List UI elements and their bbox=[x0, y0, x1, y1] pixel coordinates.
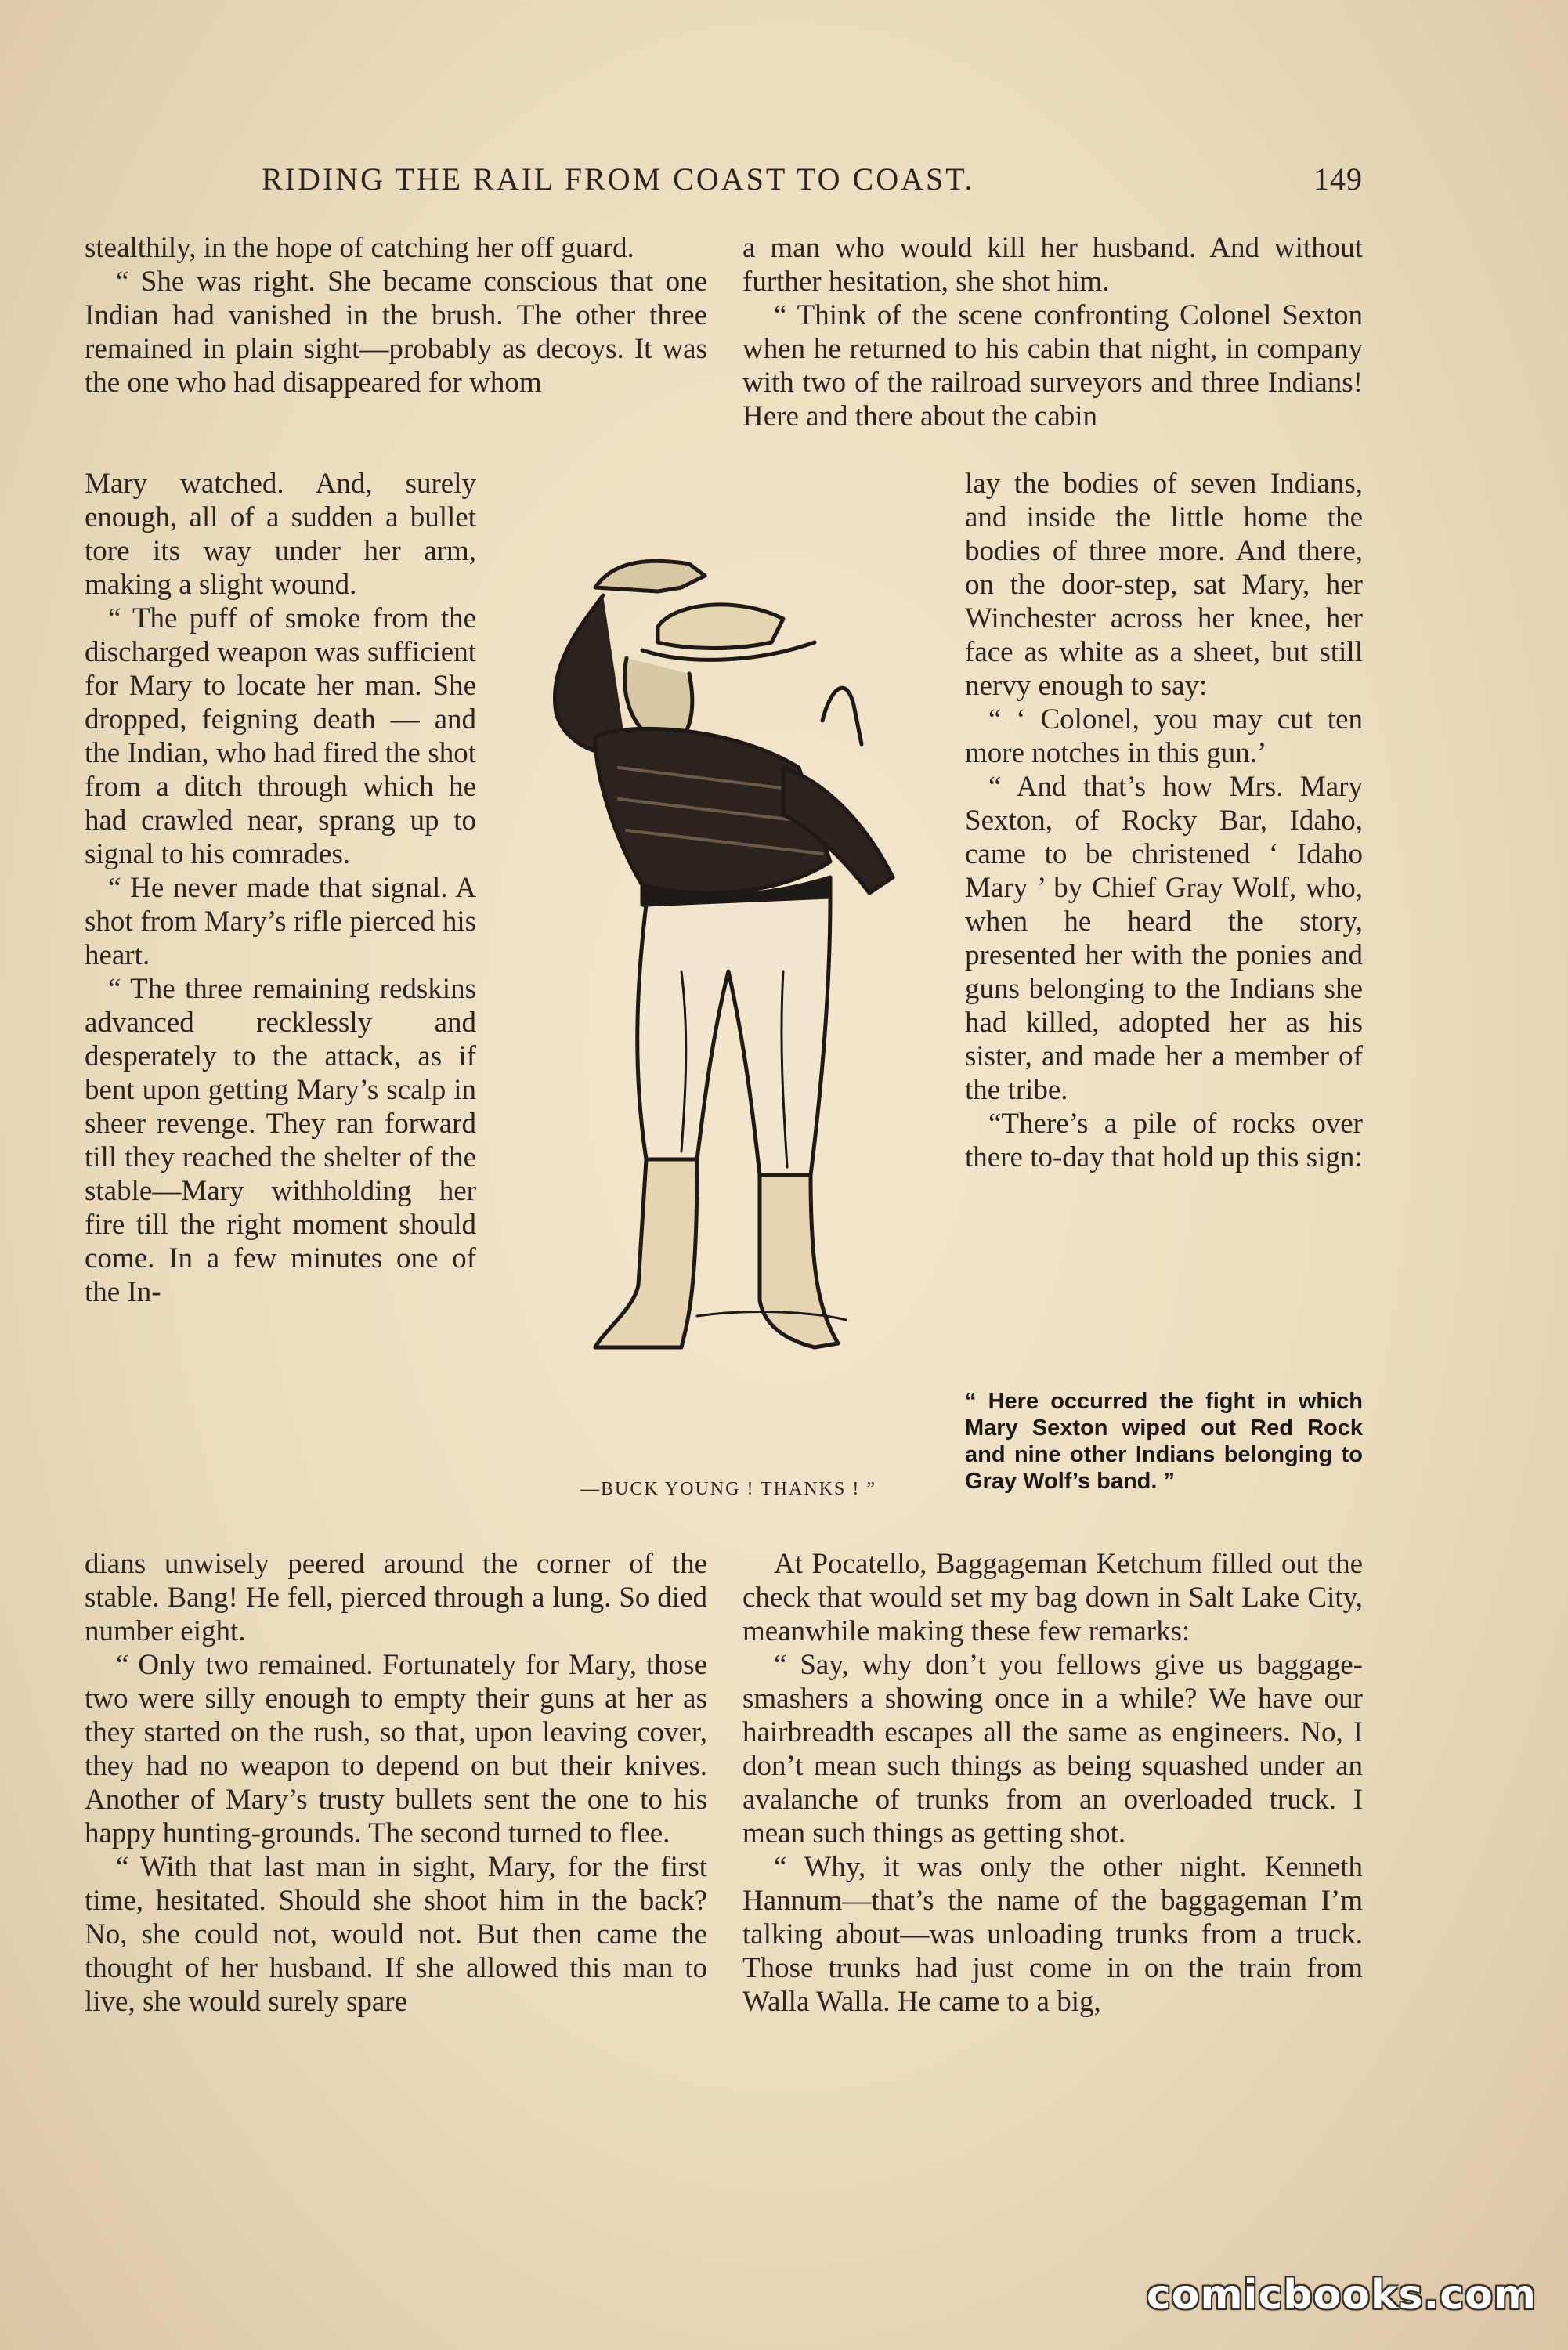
paragraph: “ Think of the scene confronting Colonel Sexton when he returned to his cabin that night, in company with two of the railroad surveyors and three Indians! Here and there about the cabin bbox=[742, 299, 1363, 432]
paragraph: lay the bodies of seven Indians, and inside the little home the bodies of three more. And there, on the door-step, sat Mary, her Winchester across her knee, her face as white as a sheet, but still nervy enough to say: bbox=[965, 468, 1363, 702]
article-column-left-bottom bbox=[85, 1547, 707, 2019]
paragraph: “ With that last man in sight, Mary, for the first time, hesitated. Should she shoot him in the back? No, she could not, would not. But then came the thought of her husband. If she allowed this man to live, she would surely spare bbox=[85, 1851, 707, 2018]
paragraph: At Pocatello, Baggageman Ketchum filled out the check that would set my bag down in Salt Lake City, meanwhile making these few remarks: bbox=[742, 1548, 1363, 1647]
sign-inscription: “ Here occurred the fight in which Mary Sexton wiped out Red Rock and nine other Indians belonging to Gray Wolf’s band. ” bbox=[965, 1389, 1363, 1494]
paragraph: “ Only two remained. Fortunately for Mary, those two were silly enough to empty their guns at her as they started on the rush, so that, upon leaving cover, they had no weapon to depend on but their knives. Another of Mary’s trusty bullets sent the one to his happy hunting-grounds. The second turned to flee. bbox=[85, 1649, 707, 1849]
running-header bbox=[86, 161, 1363, 208]
illustration-caption: —BUCK YOUNG ! THANKS ! ” bbox=[580, 1479, 876, 1499]
paragraph: “ And that’s how Mrs. Mary Sexton, of Rocky Bar, Idaho, came to be christened ‘ Idaho Mary ’ by Chief Gray Wolf, who, when he heard the story, presented her with the ponies and guns belonging to the Indians she had killed, adopted her as his sister, and made her a member of the tribe. bbox=[965, 771, 1363, 1106]
article-column-left-top bbox=[85, 231, 707, 400]
paragraph: a man who would kill her husband. And without further hesitation, she shot him. bbox=[742, 232, 1363, 298]
paragraph: “ Say, why don’t you fellows give us baggage-smashers a showing once in a while? We have our hairbreadth escapes all the same as engineers. No, I don’t mean such things as being squashed under an avalanche of trunks from an overloaded truck. I mean such things as getting shot. bbox=[742, 1649, 1363, 1849]
paragraph: dians unwisely peered around the corner of the stable. Bang! He fell, pierced through a lung. So died number eight. bbox=[85, 1548, 707, 1647]
paragraph: “ The three remaining redskins advanced recklessly and desperately to the attack, as if bent upon getting Mary’s scalp in sheer revenge. They ran forward till they reached the shelter of the stable—Mary withholding her fire till the right moment should come. In a few minutes one of the In- bbox=[85, 973, 476, 1308]
paragraph: Mary watched. And, surely enough, all of a sudden a bullet tore its way under her arm, making a slight wound. bbox=[85, 468, 476, 601]
article-column-right-wrap bbox=[965, 467, 1363, 1174]
article-column-right-top bbox=[742, 231, 1363, 433]
paragraph: “There’s a pile of rocks over there to-day that hold up this sign: bbox=[965, 1108, 1363, 1173]
article-column-left-wrap bbox=[85, 467, 476, 1309]
page-title: RIDING THE RAIL FROM COAST TO COAST. bbox=[262, 161, 975, 197]
watermark: comicbooks.com bbox=[1146, 2272, 1537, 2319]
paragraph: “ She was right. She became conscious that one Indian had vanished in the brush. The other three remained in plain sight—probably as decoys. It was the one who had disappeared for whom bbox=[85, 266, 707, 399]
paragraph: “ The puff of smoke from the discharged weapon was sufficient for Mary to locate her man. She dropped, feigning death — and the Indian, who had fired the shot from a ditch through which he had crawled near, sprang up to signal to his comrades. bbox=[85, 602, 476, 870]
paragraph: “ ‘ Colonel, you may cut ten more notches in this gun.’ bbox=[965, 703, 1363, 769]
paragraph: “ Why, it was only the other night. Kenneth Hannum—that’s the name of the baggageman I’m talking about—was unloading trunks from a truck. Those trunks had just come in on the train from Walla Walla. He came to a big, bbox=[742, 1851, 1363, 2018]
paragraph: stealthily, in the hope of catching her off guard. bbox=[85, 232, 634, 264]
cowboy-illustration bbox=[501, 533, 940, 1386]
page-number: 149 bbox=[1313, 161, 1363, 197]
article-column-right-bottom bbox=[742, 1547, 1363, 2019]
paragraph: “ He never made that signal. A shot from Mary’s rifle pierced his heart. bbox=[85, 872, 476, 971]
